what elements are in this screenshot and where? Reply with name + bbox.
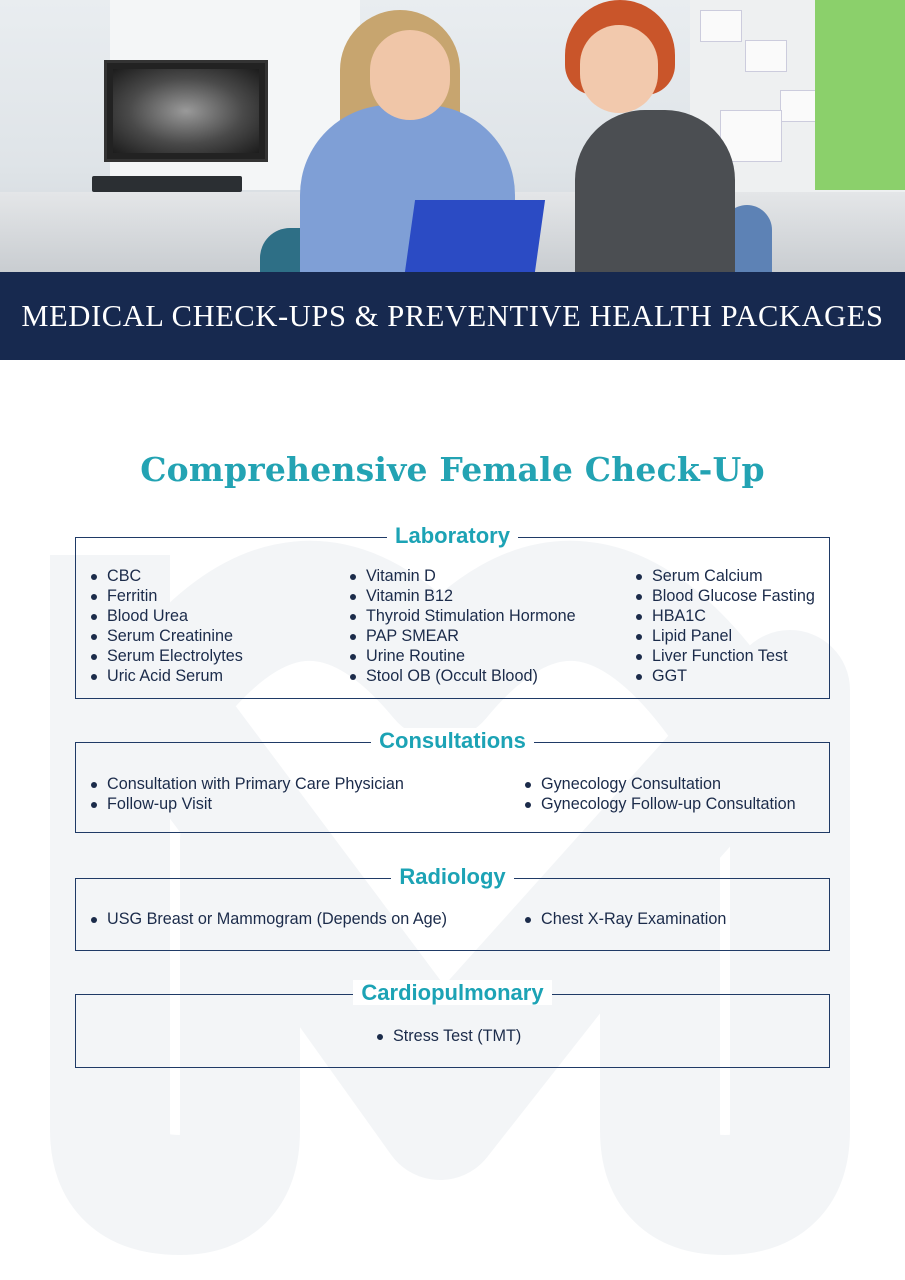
list-item: Ferritin: [91, 586, 243, 606]
xray-monitor: [104, 60, 268, 162]
cardiopulmonary-section: [75, 980, 830, 1068]
list-item: Uric Acid Serum: [91, 666, 243, 686]
package-title: Comprehensive Female Check-Up: [140, 450, 765, 489]
list-item: Chest X-Ray Examination: [525, 909, 726, 929]
list-item: Serum Calcium: [636, 566, 815, 586]
list-item: Consultation with Primary Care Physician: [91, 774, 404, 794]
cardiopulmonary-title: Cardiopulmonary: [353, 980, 551, 1005]
list-item: CBC: [91, 566, 243, 586]
list-item: Serum Electrolytes: [91, 646, 243, 666]
list-item: Serum Creatinine: [91, 626, 243, 646]
list-item: Vitamin B12: [350, 586, 576, 606]
laboratory-section: [75, 523, 830, 699]
consultations-section: [75, 728, 830, 833]
list-item: Urine Routine: [350, 646, 576, 666]
list-item: Gynecology Follow-up Consultation: [525, 794, 796, 814]
radiology-title: Radiology: [391, 864, 513, 889]
list-item: Gynecology Consultation: [525, 774, 796, 794]
banner-title: MEDICAL CHECK-UPS & PREVENTIVE HEALTH PACKAGES: [21, 298, 884, 333]
list-item: Follow-up Visit: [91, 794, 404, 814]
list-item: Stool OB (Occult Blood): [350, 666, 576, 686]
clipboard: [405, 200, 545, 272]
list-item: USG Breast or Mammogram (Depends on Age): [91, 909, 447, 929]
radiology-section: [75, 864, 830, 951]
list-item: GGT: [636, 666, 815, 686]
list-item: Liver Function Test: [636, 646, 815, 666]
consultations-title: Consultations: [371, 728, 534, 753]
list-item: PAP SMEAR: [350, 626, 576, 646]
list-item: Lipid Panel: [636, 626, 815, 646]
list-item: HBA1C: [636, 606, 815, 626]
list-item: Stress Test (TMT): [377, 1026, 521, 1046]
list-item: Vitamin D: [350, 566, 576, 586]
list-item: Thyroid Stimulation Hormone: [350, 606, 576, 626]
list-item: Blood Urea: [91, 606, 243, 626]
header-banner: [0, 272, 905, 360]
hero-photo: [0, 0, 905, 272]
list-item: Blood Glucose Fasting: [636, 586, 815, 606]
laboratory-title: Laboratory: [387, 523, 518, 548]
